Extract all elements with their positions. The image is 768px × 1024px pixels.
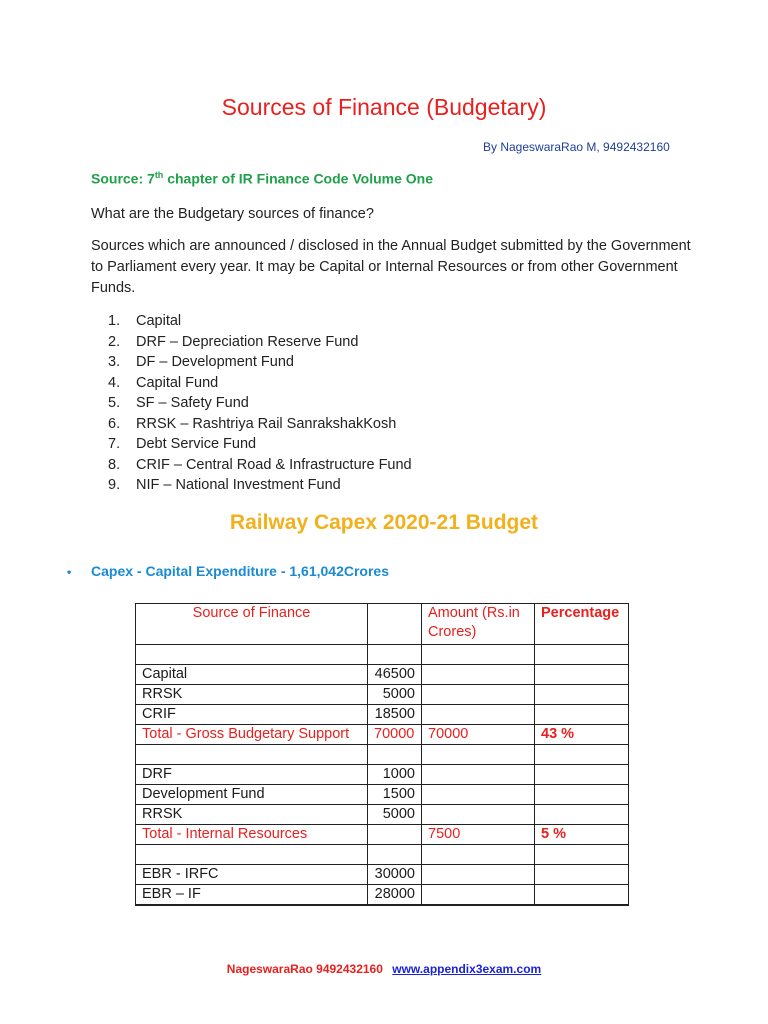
list-text: Capital	[136, 313, 182, 329]
list-item	[108, 455, 412, 476]
table-row-total	[136, 725, 629, 745]
cell-percentage	[535, 665, 629, 685]
list-text: CRIF – Central Road & Infrastructure Fund	[136, 456, 412, 473]
cell-percentage	[535, 705, 629, 725]
cell-source: EBR – IF	[136, 885, 368, 906]
cell-value	[368, 745, 422, 765]
cell-amount: 70000	[422, 725, 535, 745]
table-row	[136, 785, 629, 805]
cell-source: Total - Internal Resources	[136, 825, 368, 845]
page-title: Sources of Finance (Budgetary)	[221, 94, 547, 120]
cell-value: 28000	[368, 885, 422, 906]
cell-value	[368, 825, 422, 845]
list-text: Debt Service Fund	[136, 436, 257, 452]
cell-source	[136, 745, 368, 765]
list-text: NIF – National Investment Fund	[136, 477, 341, 493]
cell-source: Capital	[136, 665, 368, 685]
cell-percentage	[535, 685, 629, 705]
cell-amount	[422, 645, 535, 665]
footer-link[interactable]: www.appendix3exam.com	[392, 962, 542, 976]
table-row-total	[136, 825, 629, 845]
section-title: Railway Capex 2020-21 Budget	[229, 511, 539, 534]
list-number: 9.	[108, 477, 121, 493]
author-byline: By NageswaraRao M, 9492432160	[483, 140, 670, 154]
table-row	[136, 865, 629, 885]
cell-amount	[422, 705, 535, 725]
cell-amount	[422, 845, 535, 865]
cell-value: 5000	[368, 805, 422, 825]
cell-value: 1000	[368, 765, 422, 785]
list-item	[108, 434, 412, 455]
list-item	[108, 393, 412, 414]
list-item	[108, 311, 412, 332]
cell-source	[136, 845, 368, 865]
table-row	[136, 745, 629, 765]
footer	[0, 962, 768, 976]
cell-source: RRSK	[136, 805, 368, 825]
source-prefix: Source: 7	[91, 170, 155, 187]
list-item	[108, 332, 412, 353]
finance-table	[135, 603, 629, 906]
cell-percentage	[535, 645, 629, 665]
cell-amount: 7500	[422, 825, 535, 845]
cell-value: 5000	[368, 685, 422, 705]
cell-amount	[422, 665, 535, 685]
cell-value: 70000	[368, 725, 422, 745]
list-text: Capital Fund	[136, 374, 219, 391]
cell-source: Total - Gross Budgetary Support	[136, 725, 368, 745]
table-row	[136, 765, 629, 785]
list-number: 4.	[108, 374, 121, 391]
cell-amount	[422, 745, 535, 765]
cell-percentage	[535, 785, 629, 805]
cell-amount	[422, 685, 535, 705]
cell-percentage	[535, 765, 629, 785]
list-item	[108, 373, 412, 394]
cell-value	[368, 645, 422, 665]
list-item	[108, 475, 412, 496]
cell-percentage: 43 %	[535, 725, 629, 745]
table-row	[136, 685, 629, 705]
header-blank	[368, 604, 422, 645]
table-row	[136, 805, 629, 825]
cell-amount	[422, 785, 535, 805]
cell-amount	[422, 765, 535, 785]
question-text: What are the Budgetary sources of finance?	[91, 206, 374, 222]
list-number: 2.	[108, 333, 121, 350]
cell-value	[368, 845, 422, 865]
list-number: 6.	[108, 415, 121, 432]
table-row	[136, 665, 629, 685]
table-row	[136, 645, 629, 665]
list-item	[108, 414, 412, 435]
cell-value: 30000	[368, 865, 422, 885]
table-row	[136, 705, 629, 725]
cell-source: DRF	[136, 765, 368, 785]
list-text: RRSK – Rashtriya Rail SanrakshakKosh	[136, 415, 397, 432]
source-reference	[91, 170, 433, 187]
list-number: 1.	[108, 313, 121, 329]
source-suffix: chapter of IR Finance Code Volume One	[163, 170, 433, 187]
list-number: 3.	[108, 354, 121, 370]
list-text: SF – Safety Fund	[136, 395, 249, 411]
cell-percentage	[535, 845, 629, 865]
description-paragraph: Sources which are announced / disclosed in the Annual Budget submitted by the Government to Parliament every year. It may be Capital or Internal Resources or from other Government Funds.	[91, 238, 691, 296]
header-percentage: Percentage	[535, 604, 629, 645]
cell-source: CRIF	[136, 705, 368, 725]
cell-amount	[422, 885, 535, 906]
cell-percentage	[535, 745, 629, 765]
list-number: 7.	[108, 436, 121, 452]
cell-percentage	[535, 805, 629, 825]
cell-percentage	[535, 885, 629, 906]
cell-percentage: 5 %	[535, 825, 629, 845]
cell-source: RRSK	[136, 685, 368, 705]
list-number: 5.	[108, 395, 121, 411]
cell-amount	[422, 865, 535, 885]
cell-value: 18500	[368, 705, 422, 725]
cell-source: Development Fund	[136, 785, 368, 805]
fund-list	[108, 311, 412, 496]
list-text: DF – Development Fund	[136, 354, 294, 370]
capex-bullet-text: Capex - Capital Expenditure - 1,61,042Crores	[91, 563, 389, 579]
table-header-row	[136, 604, 629, 645]
table-row	[136, 845, 629, 865]
cell-amount	[422, 805, 535, 825]
list-text: DRF – Depreciation Reserve Fund	[136, 333, 359, 350]
cell-source	[136, 645, 368, 665]
header-amount: Amount (Rs.in Crores)	[422, 604, 535, 645]
table-row	[136, 885, 629, 906]
bullet-icon: •	[67, 565, 72, 579]
source-superscript: th	[154, 170, 164, 180]
list-item	[108, 352, 412, 373]
capex-bullet	[67, 563, 389, 579]
cell-percentage	[535, 865, 629, 885]
cell-value: 46500	[368, 665, 422, 685]
footer-author: NageswaraRao 9492432160	[226, 962, 383, 976]
header-source: Source of Finance	[136, 604, 368, 645]
cell-source: EBR - IRFC	[136, 865, 368, 885]
list-number: 8.	[108, 456, 121, 473]
cell-value: 1500	[368, 785, 422, 805]
